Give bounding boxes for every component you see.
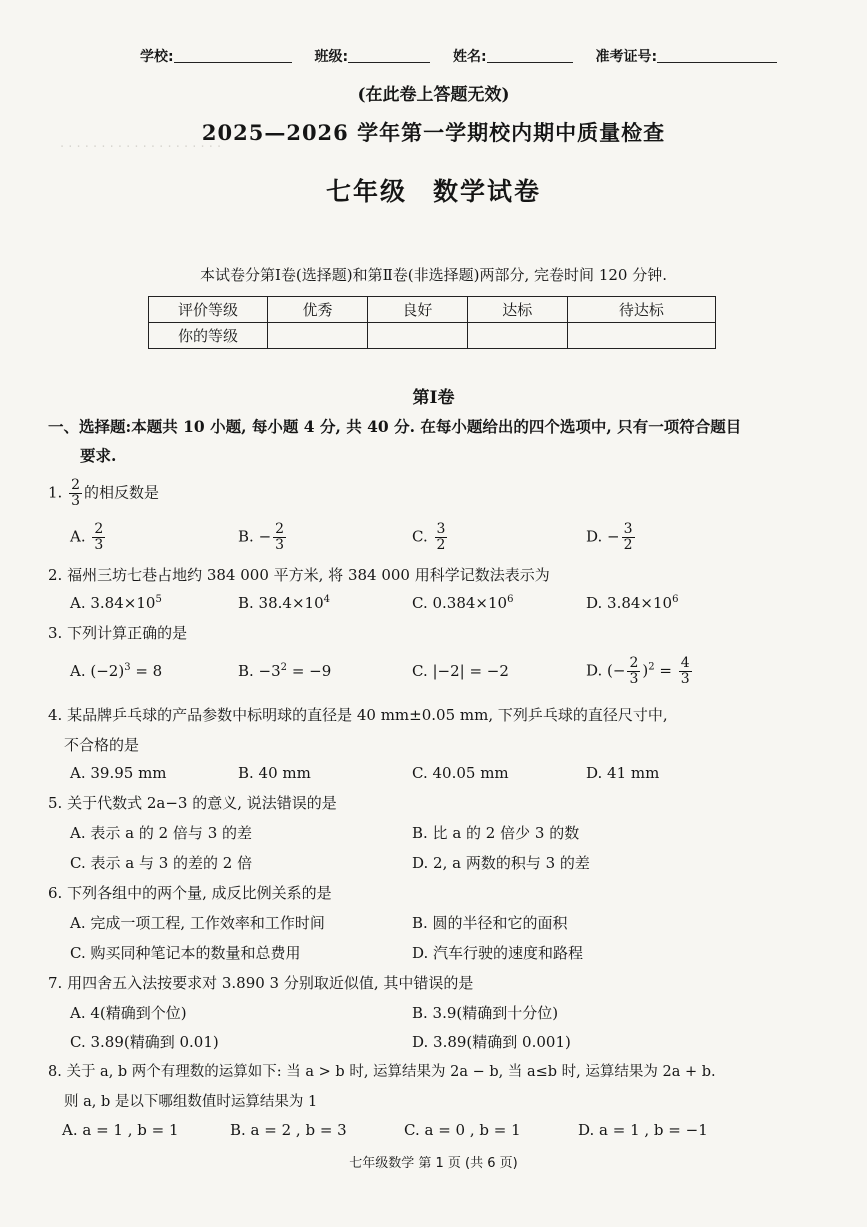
- option-a[interactable]: A. 表示 a 的 2 倍与 3 的差: [70, 824, 253, 842]
- option-b[interactable]: B. 比 a 的 2 倍少 3 的数: [412, 824, 580, 842]
- instructions-line-2: 要求.: [80, 446, 117, 465]
- section-instructions: [48, 412, 823, 470]
- fraction: $\frac{2}{3}$: [71, 477, 81, 509]
- grade-table: [148, 296, 716, 349]
- option-a[interactable]: A. $\frac{2}{3}$: [70, 521, 104, 553]
- option-b[interactable]: B. 3.9(精确到十分位): [412, 1004, 559, 1022]
- option-b[interactable]: B. − $\frac{2}{3}$: [238, 521, 285, 553]
- question-5: 5. 关于代数式 2a−3 的意义, 说法错误的是: [48, 794, 337, 812]
- option-d[interactable]: D. 汽车行驶的速度和路程: [412, 944, 584, 962]
- option-d[interactable]: D. − $\frac{3}{2}$: [586, 521, 633, 553]
- option-c[interactable]: C. 3.89(精确到 0.01): [70, 1033, 219, 1051]
- question-5-options-row-2: [70, 852, 830, 874]
- question-8: [48, 1060, 828, 1111]
- grade-table-header-row: [149, 297, 716, 323]
- option-a[interactable]: A. 39.95 mm: [70, 764, 167, 782]
- question-4-line-2: 不合格的是: [64, 736, 140, 754]
- option-b[interactable]: B. a = 2 , b = 3: [230, 1121, 347, 1139]
- option-c[interactable]: C. $0.384\times 10^6$: [412, 594, 514, 612]
- grade-fail: 待达标: [567, 297, 715, 323]
- question-7-options-row-1: [70, 1002, 830, 1024]
- grade-cell[interactable]: [268, 323, 368, 349]
- question-5-options-row-1: [70, 822, 830, 844]
- invalid-answer-note: (在此卷上答题无效): [357, 85, 510, 105]
- question-2-options: [70, 594, 830, 616]
- grade-header-label: 评价等级: [149, 297, 268, 323]
- question-3: 3. 下列计算正确的是: [48, 624, 188, 642]
- question-4: [48, 704, 828, 755]
- question-7: 7. 用四舍五入法按要求对 3.890 3 分别取近似值, 其中错误的是: [48, 974, 474, 992]
- exam-intro: 本试卷分第Ⅰ卷(选择题)和第Ⅱ卷(非选择题)两部分, 完卷时间 120 分钟.: [199, 266, 667, 284]
- grade-table-your-row: [149, 323, 716, 349]
- option-a[interactable]: A. $3.84\times 10^5$: [70, 594, 162, 612]
- question-8-line-2: 则 a, b 是以下哪组数值时运算结果为 1: [64, 1094, 318, 1110]
- subtitle-grade: 七年级: [325, 177, 407, 206]
- option-d[interactable]: D. (− $\frac{2}{3}$ )$^2$ = $\frac{4}{3}$: [586, 655, 690, 687]
- option-b[interactable]: B. 圆的半径和它的面积: [412, 914, 568, 932]
- exam-subtitle: [0, 172, 867, 208]
- option-b[interactable]: B. $38.4\times 10^4$: [238, 594, 330, 612]
- your-grade-label: 你的等级: [149, 323, 268, 349]
- grade-good: 良好: [367, 297, 467, 323]
- grade-cell[interactable]: [467, 323, 567, 349]
- grade-pass: 达标: [467, 297, 567, 323]
- option-b[interactable]: B. $-3^2 = -9$: [238, 662, 332, 680]
- option-c[interactable]: C. $\frac{3}{2}$: [412, 521, 446, 553]
- option-c[interactable]: C. 40.05 mm: [412, 764, 509, 782]
- name-label: 姓名:: [452, 49, 487, 65]
- question-4-options: [70, 764, 830, 786]
- question-3-options: [70, 656, 830, 692]
- option-c[interactable]: C. a = 0 , b = 1: [404, 1121, 521, 1139]
- option-d[interactable]: D. 3.89(精确到 0.001): [412, 1033, 571, 1051]
- instructions-line-1: 一、选择题:本题共 10 小题, 每小题 4 分, 共 40 分. 在每小题给出的四个选项中, 只有一项符合题目: [48, 417, 742, 436]
- exam-title: 2025—2026 学年第一学期校内期中质量检查: [201, 120, 666, 145]
- question-6: 6. 下列各组中的两个量, 成反比例关系的是: [48, 884, 332, 902]
- question-6-options-row-2: [70, 942, 830, 964]
- option-d[interactable]: D. $3.84\times 10^6$: [586, 594, 679, 612]
- student-info-line: [140, 46, 780, 66]
- option-c[interactable]: C. 购买同种笔记本的数量和总费用: [70, 944, 301, 962]
- question-8-options: [62, 1121, 830, 1143]
- option-a[interactable]: A. $(-2)^3 = 8$: [70, 662, 163, 680]
- question-1: [48, 478, 828, 509]
- question-number: 1.: [48, 483, 63, 502]
- option-a[interactable]: A. 完成一项工程, 工作效率和工作时间: [70, 914, 325, 932]
- school-field[interactable]: [174, 50, 292, 63]
- question-1-options: [70, 522, 830, 558]
- option-a[interactable]: A. 4(精确到个位): [70, 1004, 187, 1022]
- page-footer: 七年级数学 第 1 页 (共 6 页): [349, 1156, 518, 1171]
- subtitle-subject: 数学试卷: [433, 177, 542, 206]
- school-label: 学校:: [140, 49, 174, 65]
- option-d[interactable]: D. 41 mm: [586, 764, 660, 782]
- grade-cell[interactable]: [567, 323, 715, 349]
- option-d[interactable]: D. 2, a 两数的积与 3 的差: [412, 854, 590, 872]
- question-2: 2. 福州三坊七巷占地约 384 000 平方米, 将 384 000 用科学记数法表示为: [48, 566, 550, 584]
- class-field[interactable]: [348, 50, 430, 63]
- grade-excellent: 优秀: [268, 297, 368, 323]
- exam-id-field[interactable]: [657, 50, 777, 63]
- name-field[interactable]: [487, 50, 573, 63]
- question-text: 的相反数是: [84, 483, 160, 502]
- bleed-through-mark: · · · · · · · · · · · · · · · · · · · ·: [60, 140, 222, 155]
- question-6-options-row-1: [70, 912, 830, 934]
- option-b[interactable]: B. 40 mm: [238, 764, 311, 782]
- class-label: 班级:: [314, 49, 349, 65]
- option-c[interactable]: C. 表示 a 与 3 的差的 2 倍: [70, 854, 253, 872]
- question-4-line-1: 4. 某品牌乒乓球的产品参数中标明球的直径是 40 mm±0.05 mm, 下列乒乓球的直径尺寸中,: [48, 706, 668, 724]
- grade-cell[interactable]: [367, 323, 467, 349]
- question-8-line-1: 8. 关于 a, b 两个有理数的运算如下: 当 a > b 时, 运算结果为 2a − b, 当 a≤b 时, 运算结果为 2a + b.: [48, 1064, 716, 1080]
- option-d[interactable]: D. a = 1 , b = −1: [578, 1121, 708, 1139]
- section-title: 第Ⅰ卷: [412, 388, 455, 408]
- option-a[interactable]: A. a = 1 , b = 1: [62, 1121, 179, 1139]
- question-7-options-row-2: [70, 1031, 830, 1053]
- option-c[interactable]: C. |−2| = −2: [412, 662, 509, 680]
- exam-id-label: 准考证号:: [595, 49, 658, 65]
